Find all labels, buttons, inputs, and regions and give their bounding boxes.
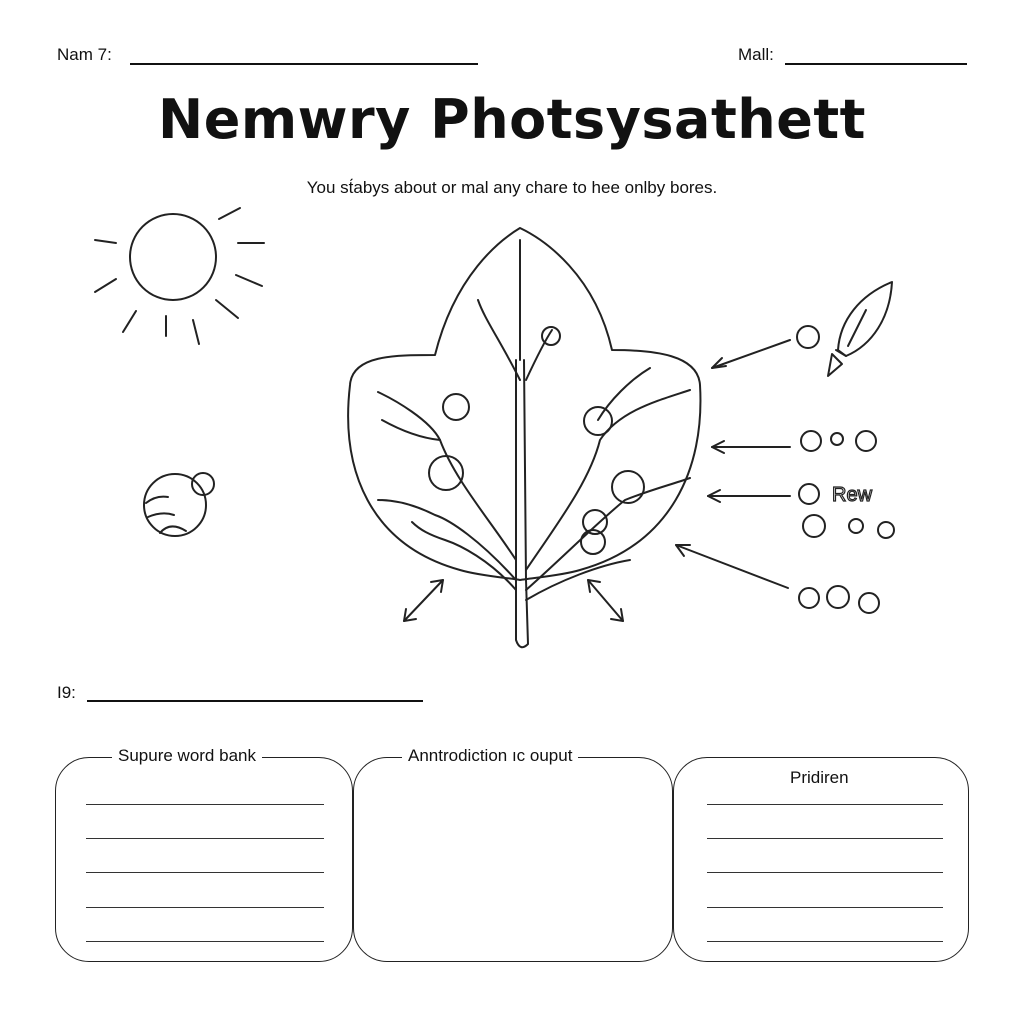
word-bank-title: Supure word bank [112,746,262,766]
worksheet-instructions: You st́abys about or mal any chare to hee onlby bores. [306,178,718,197]
worksheet-title: Nemwry Photsysathett [158,88,866,151]
pridiren-box[interactable] [673,757,969,962]
write-line[interactable] [86,804,324,805]
leaf-stem [516,360,528,647]
label-rew: Rew [832,484,873,506]
write-line[interactable] [707,872,943,873]
word-bank-box[interactable] [55,746,353,962]
name-label: Nam 7: [57,45,112,64]
answer-field[interactable] [87,700,423,702]
write-line[interactable] [707,907,943,908]
pridiren-title: Pridiren [790,768,849,787]
answer-label: I9: [57,683,76,702]
pen-icon [828,282,892,376]
write-line[interactable] [86,941,324,942]
write-line[interactable] [86,907,324,908]
planet-icon [144,473,214,536]
sun-icon [95,208,264,344]
output-title: Anntrodiction ıc ouput [402,746,578,766]
output-box[interactable] [353,746,673,962]
write-line[interactable] [707,941,943,942]
write-line[interactable] [707,804,943,805]
mail-label: Mall: [738,45,774,64]
write-line[interactable] [707,838,943,839]
write-line[interactable] [86,838,324,839]
write-line[interactable] [86,872,324,873]
